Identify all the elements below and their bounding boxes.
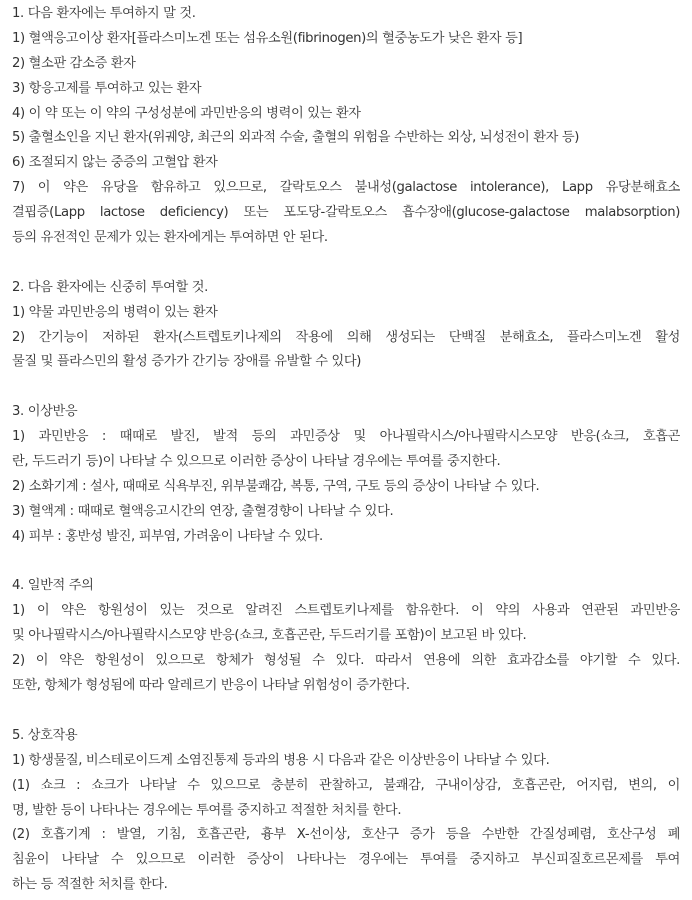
list-item-continuation: 등의 유전적인 문제가 있는 환자에게는 투여하면 안 된다. xyxy=(12,230,328,246)
list-item: 1) 혈액응고이상 환자[플라스미노겐 또는 섬유소원(fibrinogen)의 혈중농도가 낮은 환자 등] xyxy=(12,30,523,46)
section-contraindications xyxy=(12,2,680,251)
list-item: 1) 항생물질, 비스테로이드계 소염진통제 등과의 병용 시 다음과 같은 이상반응이 나타날 수 있다. xyxy=(12,752,550,768)
list-item-continuation: 침윤이 나타날 수 있으므로 이러한 증상이 나타나는 경우에는 투여를 중지하고 부신피질호르몬제를 투여 xyxy=(12,852,680,868)
list-item: 6) 조절되지 않는 중증의 고혈압 환자 xyxy=(12,155,218,171)
section-heading: 1. 다음 환자에는 투여하지 말 것. xyxy=(12,6,196,21)
section-careful-administration xyxy=(12,276,680,376)
section-spacer xyxy=(12,251,680,276)
section-spacer xyxy=(12,375,680,400)
section-heading: 5. 상호작용 xyxy=(12,727,78,743)
list-item: 3) 혈액계 : 때때로 혈액응고시간의 연장, 출혈경향이 나타날 수 있다. xyxy=(12,503,394,519)
list-item-continuation: 물질 및 플라스민의 활성 증가가 간기능 장애를 유발할 수 있다) xyxy=(12,354,362,370)
list-item: 2) 간기능이 저하된 환자(스트렙토키나제의 작용에 의해 생성되는 단백질 분해효소, 플라스미노겐 활성 xyxy=(12,329,680,345)
list-item: 2) 혈소판 감소증 환자 xyxy=(12,55,136,71)
list-item: (1) 쇼크 : 쇼크가 나타날 수 있으므로 충분히 관찰하고, 불쾌감, 구내이상감, 호흡곤란, 어지럼, 변의, 이 xyxy=(12,777,680,793)
list-item: 1) 이 약은 항원성이 있는 것으로 알려진 스트렙토키나제를 함유한다. 이 약의 사용과 연관된 과민반응 xyxy=(12,603,680,619)
section-spacer xyxy=(12,699,680,724)
list-item-continuation: 명, 발한 등이 나타나는 경우에는 투여를 중지하고 적절한 처치를 한다. xyxy=(12,802,402,818)
list-item: (2) 호흡기계 : 발열, 기침, 호흡곤란, 흉부 X-선이상, 호산구 증가 등을 수반한 간질성폐렴, 호산구성 폐 xyxy=(12,827,680,843)
list-item-continuation: 란, 두드러기 등)이 나타날 수 있으므로 이러한 증상이 나타날 경우에는 투여를 중지한다. xyxy=(12,454,501,470)
list-item: 4) 이 약 또는 이 약의 구성성분에 과민반응의 병력이 있는 환자 xyxy=(12,105,361,121)
list-item-continuation: 또한, 항체가 형성됨에 따라 알레르기 반응이 나타날 위험성이 증가한다. xyxy=(12,678,410,694)
list-item: 1) 약물 과민반응의 병력이 있는 환자 xyxy=(12,304,218,320)
section-spacer xyxy=(12,550,680,575)
section-adverse-reactions xyxy=(12,400,680,549)
section-heading: 4. 일반적 주의 xyxy=(12,578,94,594)
list-item-continuation: 하는 등 적절한 처치를 한다. xyxy=(12,877,168,893)
list-item: 2) 소화기계 : 설사, 때때로 식욕부진, 위부불쾌감, 복통, 구역, 구토 등의 증상이 나타날 수 있다. xyxy=(12,478,540,494)
list-item: 4) 피부 : 홍반성 발진, 피부염, 가려움이 나타날 수 있다. xyxy=(12,528,323,544)
list-item: 1) 과민반응 : 때때로 발진, 발적 등의 과민증상 및 아나필락시스/아나필락시스모양 반응(쇼크, 호흡곤 xyxy=(12,429,680,445)
list-item-continuation: 및 아나필락시스/아나필락시스모양 반응(쇼크, 호흡곤란, 두드러기를 포함)이 보고된 바 있다. xyxy=(12,628,527,644)
section-heading: 2. 다음 환자에는 신중히 투여할 것. xyxy=(12,279,208,295)
list-item: 3) 항응고제를 투여하고 있는 환자 xyxy=(12,80,202,96)
list-item: 7) 이 약은 유당을 함유하고 있으므로, 갈락토오스 불내성(galactose intolerance), Lapp 유당분해효소 xyxy=(12,180,680,196)
section-heading: 3. 이상반응 xyxy=(12,404,78,420)
section-general-precautions xyxy=(12,574,680,698)
list-item: 2) 이 약은 항원성이 있으므로 항체가 형성될 수 있다. 따라서 연용에 의한 효과감소를 야기할 수 있다. xyxy=(12,653,680,669)
list-item: 5) 출혈소인을 지닌 환자(위궤양, 최근의 외과적 수술, 출혈의 위험을 수반하는 외상, 뇌성전이 환자 등) xyxy=(12,130,580,146)
section-interactions xyxy=(12,724,680,898)
list-item-continuation: 결핍증(Lapp lactose deficiency) 또는 포도당-갈락토오스 흡수장애(glucose-galactose malabsorption) xyxy=(12,205,680,221)
